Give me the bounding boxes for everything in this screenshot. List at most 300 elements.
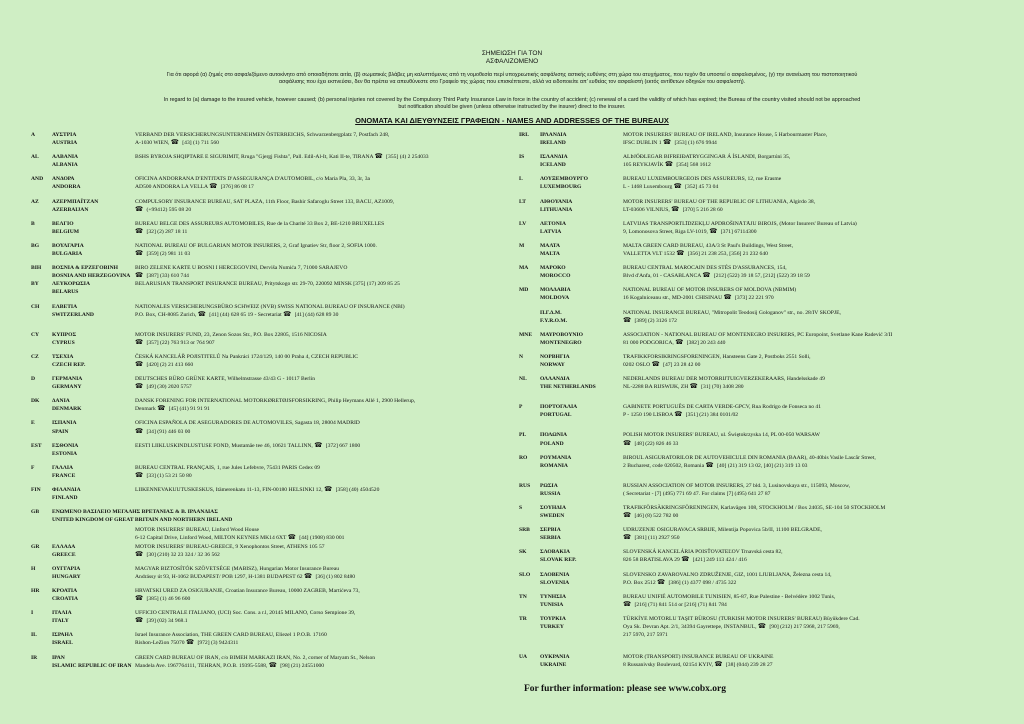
bureau-address [135, 442, 506, 458]
bureau-address [135, 220, 506, 236]
phone-icon: ☎ [662, 139, 672, 147]
country-name-english: SLOVENIA [540, 579, 570, 586]
address-line: ☎ [48] (22) 826 46 33 [623, 439, 679, 447]
address-line: 105 REYKJAVÍK ☎ [354] 568 1612 [623, 161, 711, 169]
country-names [540, 153, 623, 169]
footer-info: For further information: please see www.cobx.org [524, 684, 727, 694]
notice-title-line1: ΣΗΜΕΙΩΣΗ ΓΙΑ ΤΟΝ [481, 50, 543, 57]
country-code: N [519, 353, 524, 360]
bureau-entry [519, 153, 999, 169]
bureau-address [135, 654, 506, 670]
bureau-entry [31, 397, 506, 413]
bureau-address [623, 264, 999, 280]
phone-icon: ☎ [623, 512, 632, 520]
bureau-address [623, 526, 999, 542]
bureau-address [623, 482, 999, 498]
country-name-english: ITALY [52, 618, 69, 625]
country-names [52, 153, 135, 169]
address-line: L - 1468 Luxembourg ☎ [352] 45 73 04 [623, 183, 719, 191]
country-names [52, 175, 135, 191]
address-line: ☎ [389] (2) 3126 172 [623, 316, 677, 324]
phone-icon: ☎ [709, 227, 718, 235]
notice-greek-text: Για ότι αφορά (α) ζημιές στο ασφαλιζόμενο αυτοκίνητο από οποιαδήποτε αιτία, (β) σωματικές βλάβες μη καλυπτόμενες από τη νομοθεσία περί υποχρεωτικής ασφάλισης αστικής ευθύνης στη χώρα του ατυχήματος, που τυχόν θα υποστεί ο ασφαλισμένος, (γ) την ανανέωση του πιστοποιητικού ασφάλισης που έχει εκπνεύσει, δεν θα πρέπει να απευθύνεστε στο Γραφείο της χώρας που επισκέπτεστε, αλλά να ειδοποιείτε απ' ευθείας τον ασφαλιστή (εκτός αντίθετων οδηγιών του ασφαλιστή). [166, 72, 858, 86]
bureau-address [135, 587, 506, 603]
bureau-entry [31, 419, 506, 435]
address-line: SLOVENSKÁ KANCELÁRIA POISŤOVATEĽOV Trnavská cesta 82, [623, 549, 783, 556]
country-names [540, 403, 623, 419]
country-code: CY [31, 331, 40, 338]
country-code: SLO [519, 571, 531, 578]
country-names [540, 331, 623, 347]
country-names [540, 198, 623, 214]
country-code: DK [31, 398, 40, 405]
address-line: NATIONAL BUREAU OF MOTOR INSURERS OF MOLDOVA (NBMIM) [623, 287, 797, 294]
country-code: D [31, 376, 36, 383]
bureau-entry [31, 220, 506, 236]
bureau-address [623, 431, 999, 447]
bureau-entry [31, 331, 506, 347]
notice-header [0, 50, 1024, 112]
country-name-english: CYPRUS [52, 339, 75, 346]
phone-icon: ☎ [623, 534, 632, 542]
bureau-entry [31, 508, 506, 524]
address-line: BUREAU CENTRAL MAROCAIN DES STÉS D'ASSURANCES, 154, [623, 265, 787, 272]
country-name-greek: ΟΥΚΡΑΝΙΑ [540, 654, 570, 661]
country-name-english: UKRAINE [540, 662, 567, 669]
country-name-greek: ΜΑΥΡΟΒΟΥΝΙΟ [540, 331, 583, 338]
country-name-english: GERMANY [52, 384, 82, 391]
country-code: MNE [519, 331, 533, 338]
bureau-address [135, 375, 506, 391]
bureau-entry [519, 353, 999, 369]
country-name-greek: ΕΛΒΕΤΙΑ [52, 303, 78, 310]
country-name-english: ISLAMIC REPUBLIC OF IRAN [52, 662, 132, 669]
country-names [540, 615, 623, 639]
address-line: LATVIJAS TRANSPORTLĪDZEKĻU APDROŠINĀTĀJU BIROJS, (Motor Insurers' Bureau of Latvia) [623, 220, 857, 227]
country-name-english: SERBIA [540, 535, 561, 542]
address-line: VALLETTA VLT 1532 ☎ [356] 21 238 253, [356] 21 232 640 [623, 250, 768, 258]
address-line: ☎ [39] (02) 34 968.1 [135, 617, 188, 625]
bureau-entry [519, 331, 999, 347]
address-line: MOTOR INSURERS' BUREAU OF THE REPUBLIC OF LITHUANIA, Algirdo 38, [623, 198, 816, 205]
country-code: SK [519, 549, 527, 556]
phone-icon: ☎ [676, 250, 685, 258]
country-names [540, 431, 623, 447]
country-names [52, 442, 135, 458]
address-line: ☎ [32] (2) 287 18 11 [135, 227, 188, 235]
bureau-entry [519, 431, 999, 447]
address-line: P.O. Box 2512 ☎ [386] (1) 4377 098 / 4735 322 [623, 578, 737, 586]
bureau-address [623, 131, 999, 147]
country-name-english: CZECH REP. [52, 361, 86, 368]
country-names [52, 242, 135, 258]
country-name-english: BELGIUM [52, 228, 80, 235]
address-line: Oya Sk. Devran Apt. 2/1, 34394 Gayrettepe, INSTANBUL, ☎ [90] (212) 217 5968, 217 5969, [623, 623, 840, 631]
country-name-english: AZERBAIJAN [52, 206, 89, 213]
country-code: BY [31, 281, 39, 288]
country-code: RO [519, 454, 528, 461]
bureau-entry [519, 264, 999, 280]
phone-icon: ☎ [623, 439, 632, 447]
address-line: Rishon-LeZion 75070 ☎ [972] (3) 9424311 [135, 639, 239, 647]
address-line: BSHS BYROJA SHQIPTARE E SIGURIMIT, Rruga "Gjergj Fishta", Pall. Edil-Al-It, Kati II-te, TIRANA ☎ [355] (4) 2 254033 [135, 153, 429, 161]
address-line: 217 5970, 217 5971 [623, 632, 668, 639]
country-name-english: MALTA [540, 251, 560, 258]
country-name-english: TURKEY [540, 624, 564, 631]
phone-icon: ☎ [723, 294, 732, 302]
country-code: I [31, 610, 34, 617]
phone-icon: ☎ [135, 272, 144, 280]
country-names [540, 175, 623, 191]
bureau-entry [31, 131, 506, 147]
phone-icon: ☎ [689, 383, 698, 391]
country-name-english: MONTENEGRO [540, 339, 582, 346]
country-name-greek: ΙΡΑΝ [52, 654, 65, 661]
bureau-entry [31, 565, 506, 581]
bureau-address [135, 631, 506, 647]
bureau-entry [31, 280, 506, 296]
country-names [52, 131, 135, 147]
country-name-greek: ΛΙΘΟΥΑΝΙΑ [540, 198, 573, 205]
country-name-greek: ΟΛΛΑΝΔΙΑ [540, 376, 570, 383]
phone-icon: ☎ [714, 661, 723, 669]
country-code: FIN [31, 487, 41, 493]
address-line: 8 Russanivsky Boulevard, 02154 KYIV, ☎ [38] (044) 239 28 27 [623, 661, 773, 669]
country-code: AND [31, 176, 44, 183]
bureau-entry [31, 353, 506, 369]
bureau-entry [519, 548, 999, 564]
bureau-address [623, 653, 999, 669]
country-name-greek: ΑΖΕΡΜΠΑΪΤΖΑΝ [52, 198, 99, 205]
address-line: NATIONAL INSURANCE BUREAU, "Mitropolit Teodosij Gologanov" str., no. 28/IV SKOPJE, [623, 309, 841, 316]
country-code: AL [31, 154, 39, 161]
address-line: ☎ [216] (71) 841 514 or [216] (71) 841 784 [623, 600, 727, 608]
address-line: ☎ [381] (11) 2927 950 [623, 534, 680, 542]
country-name-greek: ΜΑΛΤΑ [540, 242, 561, 249]
bureau-address [135, 565, 506, 581]
bureau-address [623, 504, 999, 520]
country-names [540, 309, 623, 325]
country-name-greek: ΙΣΛΑΝΔΙΑ [540, 154, 568, 161]
country-name-greek: ΠΟΛΩΝΙΑ [540, 432, 568, 439]
phone-icon: ☎ [268, 661, 277, 669]
bureau-entry [31, 198, 506, 214]
country-names [52, 220, 135, 236]
address-line: ( Secretariat - [7] (495) 771 69 47. For claims [7] (495) 641 27 87 [623, 490, 771, 497]
address-line: NEDERLANDS BUREAU DER MOTORRIJTUIGVERZEKERAARS, Handelsskade 49 [623, 376, 825, 383]
address-line: OFICINA ESPAÑOLA DE ASEGURADORES DE AUTOMOVILES, Sagasta 18, 28004 MADRID [135, 420, 360, 427]
country-names [540, 571, 623, 587]
bureau-address [135, 543, 506, 559]
phone-icon: ☎ [314, 441, 323, 449]
address-line: MOTOR INSURERS' BUREAU OF IRELAND, Insurance House, 5 Harbourmaster Place, [623, 132, 828, 138]
section-title-text: ΟΝΟΜΑΤΑ ΚΑΙ ΔΙΕΥΘΥΝΣΕΙΣ ΓΡΑΦΕΙΩΝ - NAMES AND ADDRESSES OF THE BUREAUX [355, 116, 669, 125]
country-code: IL [31, 632, 37, 639]
address-line: DANSK FORENING FOR INTERNATIONAL MOTORKØRETØJSFORSIKRING, Philip Heymans Allé 1, 2900 Hellerup, [135, 398, 416, 405]
phone-icon: ☎ [757, 623, 766, 631]
bureau-address [623, 403, 999, 419]
country-names [52, 397, 135, 413]
bureau-entry [519, 131, 999, 147]
country-code: IS [519, 154, 525, 161]
bureau-entry [31, 587, 506, 603]
country-names [540, 131, 623, 147]
country-code: AZ [31, 198, 39, 205]
address-line: ☎ [357] (22) 763 913 or 764 907 [135, 338, 215, 346]
country-code: PL [519, 432, 527, 439]
bureau-entry [519, 286, 999, 302]
country-name-english: AUSTRIA [52, 140, 78, 147]
address-line: NATIONAL BUREAU OF BULGARIAN MOTOR INSURERS, 2, Graf Ignatiev Str, floor 2, SOFIA 1000. [135, 242, 377, 249]
country-names [540, 653, 623, 669]
address-line: SLOVENSKO ZAVAROVALNO ZDRUŽENJE, GIZ, 1001 LJUBLJANA, Železna cesta 14, [623, 571, 832, 578]
country-name-greek: ΑΛΒΑΝΙΑ [52, 154, 79, 161]
address-line: AD500 ANDORRA LA VELLA ☎ [376] 86 08 17 [135, 183, 254, 191]
address-line: ☎ (+99412) 595 08 20 [135, 205, 192, 213]
bureau-address [623, 454, 999, 470]
country-code: M [519, 242, 525, 249]
phone-icon: ☎ [135, 338, 144, 346]
bureau-entry [31, 486, 506, 502]
country-names [540, 593, 623, 609]
country-name-greek: ΓΕΡΜΑΝΙΑ [52, 376, 83, 383]
address-line: BIRO ZELENE KARTE U BOSNI I HERCEGOVINI, Derviša Numića 7, 71000 SARAJEVO [135, 265, 348, 272]
country-name-greek: ΙΣΠΑΝΙΑ [52, 420, 77, 427]
country-names [540, 286, 623, 302]
bureau-entry [519, 198, 999, 214]
country-names [52, 609, 135, 625]
section-title [0, 116, 1024, 125]
country-name-greek: ΓΑΛΛΙΑ [52, 464, 74, 471]
country-name-english: RUSSIA [540, 490, 561, 497]
country-name-greek: ΜΑΡΟΚΟ [540, 265, 566, 272]
country-name-greek: ΣΟΥΗΔΙΑ [540, 505, 566, 511]
country-names [52, 264, 135, 280]
country-names [52, 543, 135, 559]
country-name-english: ALBANIA [52, 162, 78, 169]
bureau-address [623, 571, 999, 587]
country-names [52, 419, 135, 435]
country-name-english: LATVIA [540, 228, 562, 235]
country-code [519, 309, 540, 325]
country-code: NL [519, 376, 527, 383]
country-code: GR [31, 543, 40, 550]
bureaux-left-column [31, 131, 506, 670]
address-line: ČESKÁ KANCELÁŘ POJISTITELŮ Na Pankráci 1724/129, 140 00 Praha 4, CZECH REPUBLIC [135, 353, 358, 360]
bureau-address [135, 198, 506, 214]
country-names [540, 504, 623, 520]
phone-icon: ☎ [283, 310, 292, 318]
country-code: LV [519, 220, 527, 227]
country-name-greek: ΕΝΩΜΕΝΟ ΒΑΣΙΛΕΙΟ ΜΕΓΑΛΗΣ ΒΡΕΤΑΝΙΑΣ & Β. ΙΡΛΑΝΔΙΑΣ [52, 509, 218, 516]
bureau-address [135, 353, 506, 369]
country-name-greek: ΣΛΟΒΑΚΙΑ [540, 549, 571, 556]
notice-english-text: In regard to (a) damage to the insured vehicle, however caused; (b) personal injuries not covered by the Compulsory Third Party Insurance Law in force in the country of accident; (c) renewal of a card the validity of which has expired; the Bureau of the country visited should not be approached but notification should be given (unless otherwise instructed by the insurer) direct to the insurer. [163, 96, 861, 111]
country-name-greek: ΤΥΝΗΣΙΑ [540, 593, 567, 600]
bureau-address [135, 609, 506, 625]
country-name-english: IRELAND [540, 140, 566, 147]
address-line [135, 494, 506, 502]
address-line: BELARUSIAN TRANSPORT INSURANCE BUREAU, Pritytskogo str. 29-70, 220092 MINSK [375] (17) 209 85 25 [135, 281, 400, 288]
country-names [540, 242, 623, 258]
country-name-english: THE NETHERLANDS [540, 384, 596, 391]
country-code: IR [31, 654, 38, 661]
phone-icon: ☎ [623, 316, 632, 324]
phone-icon: ☎ [374, 153, 383, 161]
address-line: 6-12 Capital Drive, Linford Wood, MILTON KEYNES MK14 6XT ☎ [44] (1908) 830 001 [135, 534, 345, 542]
bureau-address [623, 175, 999, 191]
country-name-greek: ΣΕΡΒΙΑ [540, 527, 561, 534]
country-name-english: BULGARIA [52, 251, 83, 258]
country-names [540, 454, 623, 470]
country-name-greek: ΠΟΡΤΟΓΑΛΙΑ [540, 404, 578, 411]
bureau-address [623, 220, 999, 236]
phone-icon: ☎ [675, 338, 684, 346]
country-name-english: ICELAND [540, 162, 566, 169]
phone-icon: ☎ [135, 205, 144, 213]
bureau-address [623, 375, 999, 391]
bureau-entry [519, 653, 999, 669]
bureau-entry [519, 504, 999, 520]
bureau-address [135, 175, 506, 191]
address-line: TRAFIKFÖRSÄKRINGSFÖRENINGEN, Karlavägen 108, STOCKHOLM / Box 24035, SE-104 50 STOCKHOLM [623, 505, 886, 511]
address-line: 2 Bucharest, code 020502, Romania ☎ [40] (21) 319 13 02, [40] (21) 319 13 03 [623, 461, 808, 469]
country-name-greek: ΛΕΥΚΟΡΩΣΙΑ [52, 281, 91, 288]
country-name-greek: ΒΟΥΛΓΑΡΙΑ [52, 242, 84, 249]
country-code: RUS [519, 482, 531, 489]
bureau-entry [31, 464, 506, 480]
phone-icon: ☎ [185, 639, 195, 647]
address-line: P - 1250 190 LISBOA ☎ [351] (21) 384 0101/02 [623, 411, 739, 419]
bureau-address [623, 309, 999, 325]
country-name-english: SWITZERLAND [52, 311, 94, 318]
address-line: 16 Kogalniceanu str., MD-2001 CHISINAU ☎ [373] 22 221 970 [623, 294, 774, 302]
country-names [540, 375, 623, 391]
country-code: S [519, 505, 523, 511]
country-name-greek: ΡΩΣΙΑ [540, 482, 558, 489]
address-line: ALÞJÓÐLEGAR BIFREIÐATRYGGINGAR Á ÍSLANDI, Borgartúni 35, [623, 154, 791, 161]
bureau-address [135, 303, 506, 319]
country-code [31, 526, 52, 542]
country-code: SRB [519, 527, 530, 534]
address-line: Denmark ☎ [45] (41) 91 91 91 [135, 405, 210, 413]
bureau-entry [519, 403, 999, 419]
country-names [52, 565, 135, 581]
country-name-english: LITHUANIA [540, 206, 573, 213]
address-line: MOTOR INSURERS' FUND, 23, Zenon Sozos Str., P.O. Box 22805, 1516 NICOSIA [135, 331, 327, 338]
country-name-greek: ΦΙΛΑΝΔΙΑ [52, 487, 81, 493]
bureau-address [135, 280, 506, 296]
country-code: BG [31, 242, 40, 249]
country-name-english: HUNGARY [52, 573, 81, 580]
country-code: A [31, 132, 36, 138]
country-name-english: SWEDEN [540, 513, 565, 520]
address-line: UDRUZENJE OSIGURAVACA SRBIJE, Milentija Popovica 5b/II, 11100 BELGRADE, [623, 527, 822, 534]
country-code: EST [31, 442, 42, 449]
bureaux-right-column [519, 131, 999, 669]
address-line: GABINETE PORTUGUÊS DE CARTA VERDE-GPCV, Rua Rodrigo de Fonseca no 41 [623, 404, 822, 411]
country-name-greek: ΤΣΕΧΙΑ [52, 353, 74, 360]
bureau-entry [519, 593, 999, 609]
country-names [52, 464, 135, 480]
phone-icon: ☎ [671, 205, 680, 213]
country-names [540, 548, 623, 564]
phone-icon: ☎ [170, 139, 179, 147]
country-code: LT [519, 198, 526, 205]
bureau-entry [31, 631, 506, 647]
phone-icon: ☎ [657, 578, 666, 586]
address-line: MOTOR INSURERS' BUREAU-GREECE, 9 Xenophontos Street, ATHENS 105 57 [135, 543, 325, 550]
phone-icon: ☎ [135, 550, 144, 558]
bureau-address [135, 397, 506, 413]
phone-icon: ☎ [324, 486, 333, 493]
country-code: L [519, 176, 523, 183]
country-name-english: POLAND [540, 440, 564, 447]
bureau-entry [31, 543, 506, 559]
bureau-address [623, 615, 999, 639]
country-code: IRL [519, 132, 529, 138]
country-name-english: F.Y.R.O.M. [540, 317, 568, 324]
phone-icon: ☎ [197, 310, 206, 318]
country-code: HR [31, 587, 40, 594]
country-names [540, 353, 623, 369]
country-names [52, 486, 135, 502]
address-line: Israel Insurance Association, THE GREEN CARD BUREAU, Eliezel 1 P.O.B. 17160 [135, 632, 327, 639]
country-name-greek: ΜΟΛΔΑΒΙΑ [540, 287, 571, 294]
bureau-address [623, 353, 999, 369]
country-names [52, 654, 135, 670]
address-line: LIIKENNEVAKUUTUSKESKUS, Itämerenkatu 11-13, FIN-00180 HELSINKI 12, ☎ [358] (40) 4504520 [135, 486, 380, 493]
address-line: ☎ [30] (210) 32 23 324 / 32 36 562 [135, 550, 220, 558]
bureau-address [135, 526, 506, 542]
address-line: Andrássy út 93, H-1062 BUDAPEST/ POB 1297, H-1381 BUDAPEST 62 ☎ [36] (1) 802 8480 [135, 572, 356, 580]
country-name-greek: ΑΥΣΤΡΙΑ [52, 132, 77, 138]
bureau-address [623, 593, 999, 609]
country-code: MD [519, 287, 529, 294]
country-name-english: ANDORRA [52, 184, 81, 191]
address-line: 81 000 PODGORICA, ☎ [382] 20 243 440 [623, 338, 726, 346]
country-name-greek: ΑΝΔΟΡΑ [52, 176, 75, 183]
bureau-entry [31, 526, 506, 542]
bureau-address [623, 153, 999, 169]
country-code: F [31, 464, 35, 471]
address-line: MOTOR INSURERS' BUREAU, Linford Wood House [135, 527, 260, 534]
bureau-entry [31, 175, 506, 191]
phone-icon: ☎ [135, 383, 144, 391]
phone-icon: ☎ [664, 161, 673, 169]
phone-icon: ☎ [157, 405, 166, 413]
bureau-entry [519, 220, 999, 236]
bureau-entry [519, 482, 999, 498]
address-line [135, 161, 506, 169]
phone-icon: ☎ [673, 183, 682, 191]
country-name-english: FRANCE [52, 472, 76, 479]
phone-icon: ☎ [209, 183, 218, 191]
bureau-entry [519, 175, 999, 191]
address-line: MOTOR (TRANSPORT) INSURANCE BUREAU OF UKRAINE [623, 654, 774, 661]
country-name-greek: ΟΥΓΓΑΡΙΑ [52, 565, 81, 572]
country-code: CH [31, 303, 40, 310]
notice-title-line2: ΑΣΦΑΛΙΖΟΜΕΝΟ [485, 58, 539, 65]
country-name-english: ESTONIA [52, 450, 78, 457]
bureau-address [135, 486, 506, 502]
address-line: 0202 OSLO ☎ [47] 23 28 42 00 [623, 360, 701, 368]
country-name-greek: ΒΕΛΓΙΟ [52, 220, 74, 227]
address-line: RUSSIAN ASSOCIATION OF MOTOR INSURERS, 27 bld. 3, Lusinovskaya str., 115093, Moscow, [623, 482, 851, 489]
country-name-english: MOLDOVA [540, 295, 570, 302]
address-line: Mandela Ave. 1967764111, TEHRAN, P.O.B. 19395-5588, ☎ [98] (21) 24551000 [135, 661, 325, 669]
country-name-english: ROMANIA [540, 462, 568, 469]
